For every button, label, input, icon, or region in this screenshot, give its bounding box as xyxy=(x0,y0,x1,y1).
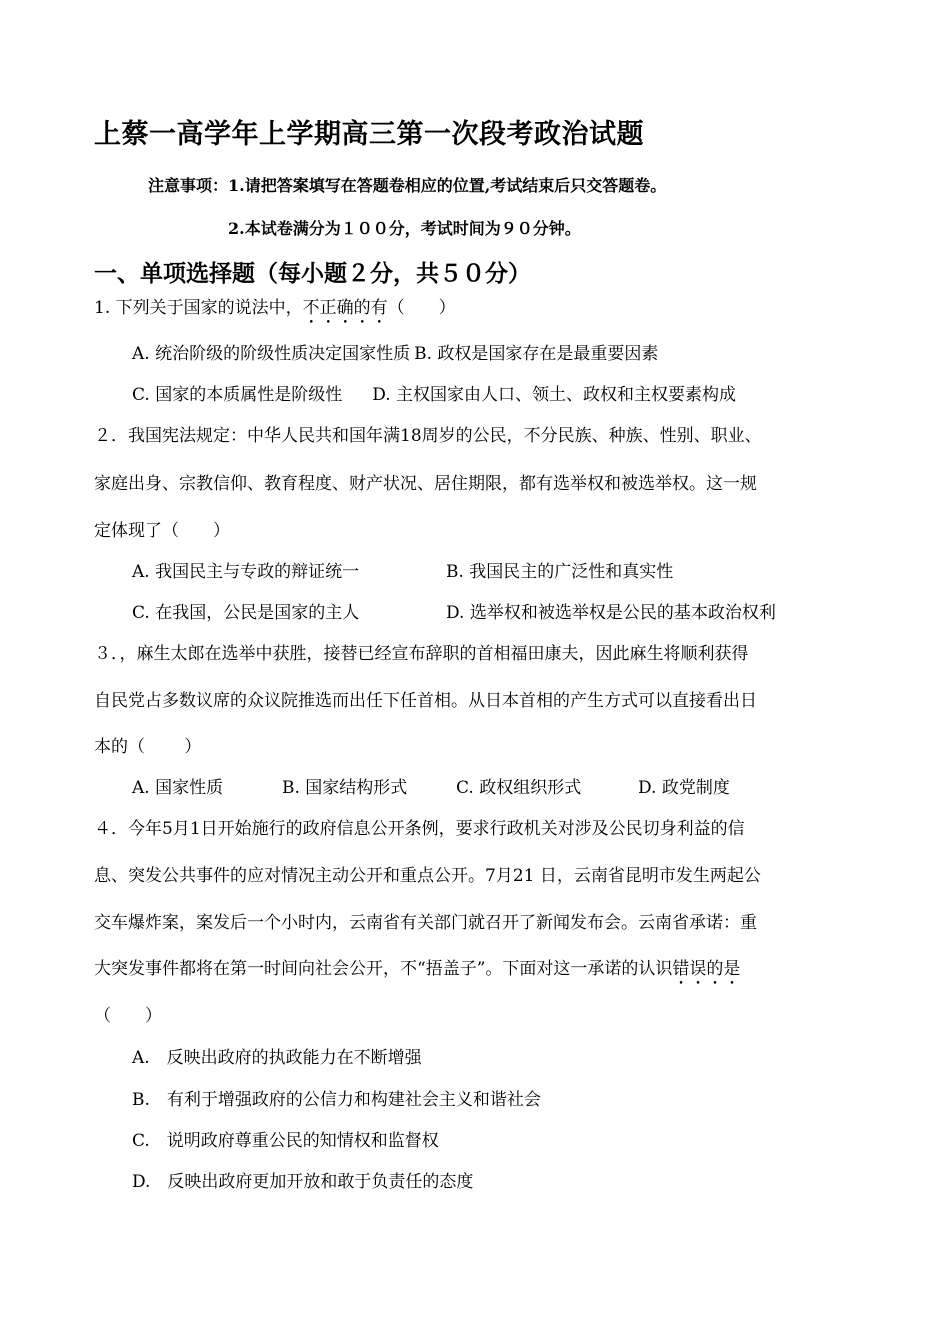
question-2-line-1: ２．我国宪法规定：中华人民共和国年满18周岁的公民，不分民族、种族、性别、职业、 xyxy=(94,426,762,446)
question-3-option-b: B. 国家结构形式 xyxy=(282,778,408,798)
question-3-options-row xyxy=(132,776,730,800)
question-4-line-1: ４．今年5月1日开始施行的政府信息公开条例，要求行政机关对涉及公民切身利益的信 xyxy=(94,819,745,839)
question-4-line-4 xyxy=(94,957,740,989)
notice-line-2: 2.本试卷满分为１００分，考试时间为９０分钟。 xyxy=(228,219,581,238)
question-1-paren: （ ） xyxy=(387,298,456,318)
question-4-emphasis: 错误的是 xyxy=(672,959,741,979)
question-1-options-row-1 xyxy=(132,342,658,366)
question-4-option-d: D. 反映出政府更加开放和敢于负责任的态度 xyxy=(132,1172,474,1192)
question-3-option-a: A. 国家性质 xyxy=(132,778,224,798)
question-1-option-d: D. 主权国家由人口、领土、政权和主权要素构成 xyxy=(372,385,737,405)
question-4-line-5: （ ） xyxy=(94,1006,162,1026)
question-2-option-c: C. 在我国，公民是国家的主人 xyxy=(132,603,360,623)
question-4-line-4-text: 大突发事件都将在第一时间向社会公开，不“捂盖子”。下面对这一承诺的认识 xyxy=(94,959,673,979)
question-2-option-d: D. 选举权和被选举权是公民的基本政治权利 xyxy=(446,603,776,623)
question-4-line-2: 息、突发公共事件的应对情况主动公开和重点公开。7月21 日，云南省昆明市发生两起公 xyxy=(94,866,761,886)
section-heading: 一、单项选择题（每小题２分，共５０分） xyxy=(94,261,531,287)
question-3-option-d: D. 政党制度 xyxy=(638,778,730,798)
question-3-line-1: ３．，麻生太郎在选举中获胜，接替已经宣布辞职的首相福田康夫，因此麻生将顺利获得 xyxy=(94,644,749,664)
question-4-option-b: B. 有利于增强政府的公信力和构建社会主义和谐社会 xyxy=(132,1090,541,1110)
question-3-line-2: 自民党占多数议席的众议院推选而出任下任首相。从日本首相的产生方式可以直接看出日 xyxy=(94,691,757,711)
question-1-option-b: B. 政权是国家存在是最重要因素 xyxy=(414,344,659,364)
question-1-option-a: A. 统治阶级的阶级性质决定国家性质 xyxy=(132,344,411,364)
question-4-option-c: C. 说明政府尊重公民的知情权和监督权 xyxy=(132,1131,439,1151)
question-1-options-row-2 xyxy=(132,383,736,407)
question-2-option-a: A. 我国民主与专政的辩证统一 xyxy=(132,562,360,582)
question-1-stem-text: 1. 下列关于国家的说法中， xyxy=(94,298,303,318)
question-2-line-2: 家庭出身、宗教信仰、教育程度、财产状况、居住期限，都有选举权和被选举权。这一规 xyxy=(94,474,757,494)
question-3-option-c: C. 政权组织形式 xyxy=(456,778,582,798)
question-1-stem xyxy=(94,296,456,328)
question-2-options-row-1 xyxy=(132,560,673,584)
question-4-line-3: 交车爆炸案，案发后一个小时内，云南省有关部门就召开了新闻发布会。云南省承诺：重 xyxy=(94,913,757,933)
question-2-option-b: B. 我国民主的广泛性和真实性 xyxy=(446,562,674,582)
question-2-options-row-2 xyxy=(132,601,776,625)
question-4-option-a: A. 反映出政府的执政能力在不断增强 xyxy=(132,1048,422,1068)
question-3-line-3: 本的（ ） xyxy=(94,737,202,757)
question-1-option-c: C. 国家的本质属性是阶级性 xyxy=(132,385,343,405)
question-1-emphasis: 不正确的有 xyxy=(302,298,388,318)
question-2-line-3: 定体现了（ ） xyxy=(94,521,230,541)
exam-title: 上蔡一高学年上学期高三第一次段考政治试题 xyxy=(94,119,644,150)
notice-line-1: 注意事项：1.请把答案填写在答题卷相应的位置,考试结束后只交答题卷。 xyxy=(148,176,667,195)
